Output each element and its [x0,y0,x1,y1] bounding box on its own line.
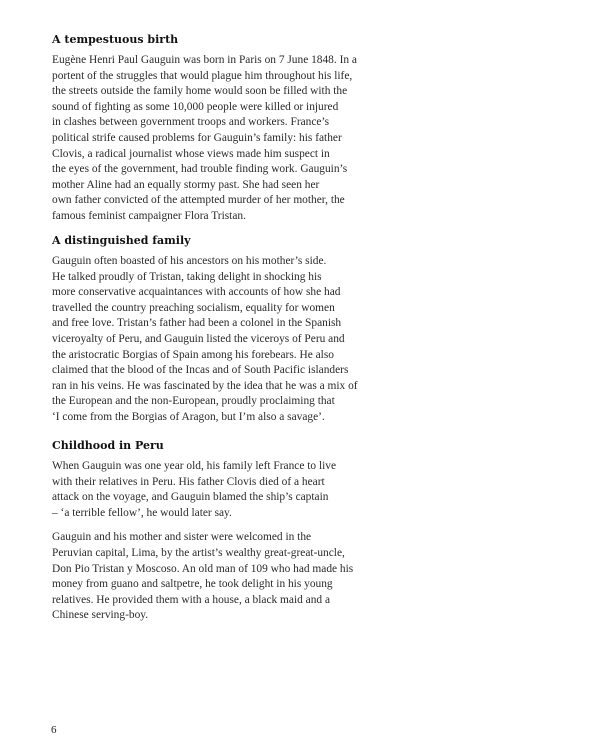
text-line: Gauguin often boasted of his ancestors on his mother’s side. [52,255,327,267]
section-childhood-in-peru [52,439,552,624]
text-line: ‘I come from the Borgias of Aragon, but I’m also a savage’. [52,410,325,423]
text-line: claimed that the blood of the Incas and of South Pacific islanders [52,364,349,377]
text-line: ran in his veins. He was fascinated by the idea that he was a mix of [52,379,358,392]
text-line: famous feminist campaigner Flora Tristan. [52,209,246,222]
text-line: Peruvian capital, Lima, by the artist’s wealthy great-great-uncle, [52,546,345,559]
text-line: Chinese serving-boy. [52,609,149,622]
text-line: portent of the struggles that would plague him throughout his life, [52,69,353,82]
section-distinguished-family [52,234,552,426]
text-line: relatives. He provided them with a house, a black maid and a [52,593,331,606]
text-line: in clashes between government troops and workers. France’s [52,116,330,129]
text-line: the European and the non-European, proudly proclaiming that [52,395,335,408]
section-tempestuous-birth [52,33,552,225]
text-line: the aristocratic Borgias of Spain among his forebears. He also [52,348,334,361]
text-line: Eugène Henri Paul Gauguin was born in Paris on 7 June 1848. In a [52,54,357,66]
text-line: sound of fighting as some 10,000 people were killed or injured [52,100,339,113]
page-number: 6 [51,724,57,736]
paragraph [52,53,552,225]
text-line: Clovis, a radical journalist whose views made him suspect in [52,147,330,160]
text-line: and free love. Tristan’s father had been a colonel in the Spanish [52,317,342,330]
text-line: political strife caused problems for Gauguin’s family: his father [52,131,342,144]
text-line: own father convicted of the attempted murder of her mother, the [52,194,345,207]
section-heading: A distinguished family [52,234,191,247]
text-line: the streets outside the family home would soon be filled with the [52,85,348,98]
text-line: attack on the voyage, and Gauguin blamed the ship’s captain [52,491,329,504]
text-line: the eyes of the government, had trouble finding work. Gauguin’s [52,163,348,176]
paragraph [52,254,552,426]
text-line: more conservative acquaintances with accounts of how she had [52,286,341,299]
text-line: travelled the country preaching socialism, equality for women [52,301,335,314]
text-line: When Gauguin was one year old, his family left France to live [52,460,337,472]
text-line: He talked proudly of Tristan, taking delight in shocking his [52,270,322,283]
text-line: with their relatives in Peru. His father Clovis died of a heart [52,475,325,488]
text-line: mother Aline had an equally stormy past. She had seen her [52,178,320,191]
paragraph [52,459,552,521]
section-heading: A tempestuous birth [52,33,179,46]
text-line: – ‘a terrible fellow’, he would later say. [52,506,232,519]
paragraph [52,530,552,624]
text-line: viceroyalty of Peru, and Gauguin listed the viceroys of Peru and [52,332,345,345]
section-heading: Childhood in Peru [52,439,164,452]
text-line: money from guano and saltpetre, he took delight in his young [52,578,333,591]
text-line: Gauguin and his mother and sister were welcomed in the [52,531,312,544]
text-line: Don Pio Tristan y Moscoso. An old man of 109 who had made his [52,562,354,575]
